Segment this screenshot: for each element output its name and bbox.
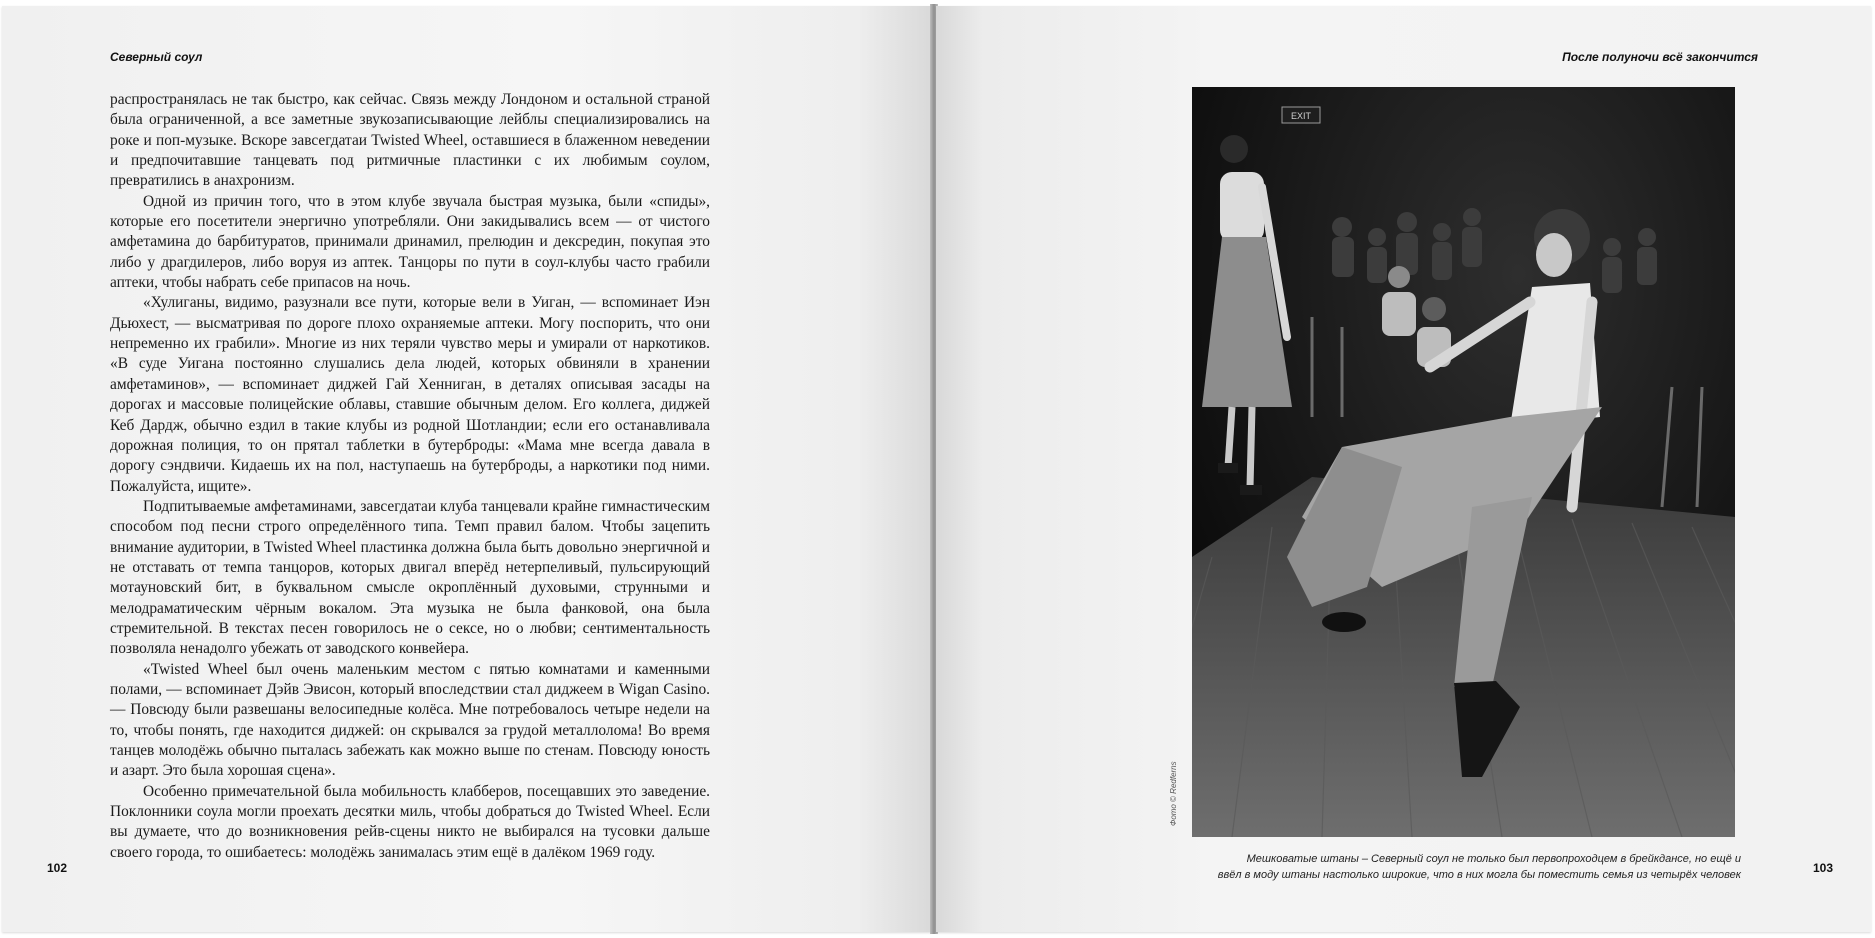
left-running-head: Северный соул bbox=[110, 50, 203, 64]
left-body-text bbox=[110, 90, 710, 863]
dancer-photo bbox=[1192, 87, 1735, 837]
caption-line: ввёл в моду штаны настолько широкие, что в них могла бы поместить семья из четырёх человек bbox=[1217, 869, 1741, 881]
paragraph: распространялась не так быстро, как сейчас. Связь между Лондоном и остальной страной была ограниченной, а все заметные звукозаписывающие лейблы специализировались на роке и поп-музыке. Вскоре завсегдатаи Twisted Wheel, оставшиеся в блаженном неведении и предпочитавшие танцевать под ритмичные пластинки с их любимым соулом, превратились в анахронизм. bbox=[110, 91, 710, 190]
paragraph: «Хулиганы, видимо, разузнали все пути, которые вели в Уиган, — вспоминает Иэн Дьюхест, — высматривая по дороге плохо охраняемые аптеки. Могу поспорить, что они непременно их грабили». Многие из них теряли чувство меры и умирали от наркотиков. «В суде Уигана постоянно слушались дела людей, которых обвиняли в хранении амфетаминов», — вспоминает диджей Гай Хенниган, в деталях описывая засады на дорогах и массовые полицейские облавы, ставшие обычным делом. Его коллега, диджей Кеб Дардж, обычно ездил в такие клубы из родной Шотландии; если его останавливала дорожная полиция, то он прятал таблетки в бутерброды: «Мама мне всегда давала в дорогу сэндвичи. Кидаешь их на пол, наступаешь на бутерброды, а наркотики под ними. Пожалуйста, ищите». bbox=[110, 294, 710, 495]
paragraph: Особенно примечательной была мобильность клабберов, посещавших это заведение. Поклонники соула могли проехать десятки миль, чтобы добраться до Twisted Wheel. Если вы думаете, что до возникновения рейв-сцены никто не выбирался на тусовки дальше своего города, то ошибаетесь: молодёжь занималась этим ещё в далёком 1969 году. bbox=[110, 782, 710, 861]
exit-sign-text: EXIT bbox=[1290, 111, 1312, 121]
left-page bbox=[2, 6, 932, 932]
left-page-number: 102 bbox=[47, 861, 68, 875]
paragraph: «Twisted Wheel был очень маленьким местом с пятью комнатами и каменными полами, — вспоминает Дэйв Эвисон, который впоследствии стал диджеем в Wigan Casino. — Повсюду были развешаны велосипедные колёса. Мне потребовалось четыре недели на то, чтобы понять, где находится диджей: он скрывался за грудой металлолома! Во время танцев молодёжь обычно пыталась забежать как можно выше по стенам. Повсюду юность и азарт. Это была хорошая сцена». bbox=[110, 660, 710, 780]
right-running-head: После полуночи всё закончится bbox=[1562, 50, 1758, 64]
photo-credit: Фото © Redferns bbox=[1169, 761, 1178, 826]
paragraph: Подпитываемые амфетаминами, завсегдатаи клуба танцевали крайне гимнастическим способом под песни строго определённого типа. Темп правил балом. Чтобы зацепить внимание аудитории, в Twisted Wheel пластинка должна была быть довольно энергичной и не отставать от темпа танцоров, которых двигал вперёд нетерпеливый, пульсирующий мотауновский бит, в буквальном смысле окроплённый духовыми, струнными и мелодраматическим чёрным вокалом. Эта музыка не была фанковой, она была стремительной. В текстах песен говорилось не о сексе, но о любви; сентиментальность позволяла ненадолго убежать от заводского конвейера. bbox=[110, 497, 710, 658]
right-page bbox=[936, 6, 1871, 932]
paragraph: Одной из причин того, что в этом клубе звучала быстрая музыка, были «спиды», которые его посетители энергично употребляли. Они закидывались всем — от чистого амфетамина до барбитуратов, принимали дринамил, прелюдин и дексредин, покупая это либо у драгдилеров, либо воруя из аптек. Танцоры по пути в соул-клубы часто грабили аптеки, чтобы набрать себе припасов на ночь. bbox=[110, 192, 710, 292]
photo-caption bbox=[1186, 851, 1741, 883]
caption-line: Мешковатые штаны – Северный соул не только был первопроходцем в брейкдансе, но ещё и bbox=[1246, 853, 1741, 865]
right-page-number: 103 bbox=[1812, 861, 1833, 875]
dancer-photo-illustration bbox=[1192, 87, 1735, 837]
